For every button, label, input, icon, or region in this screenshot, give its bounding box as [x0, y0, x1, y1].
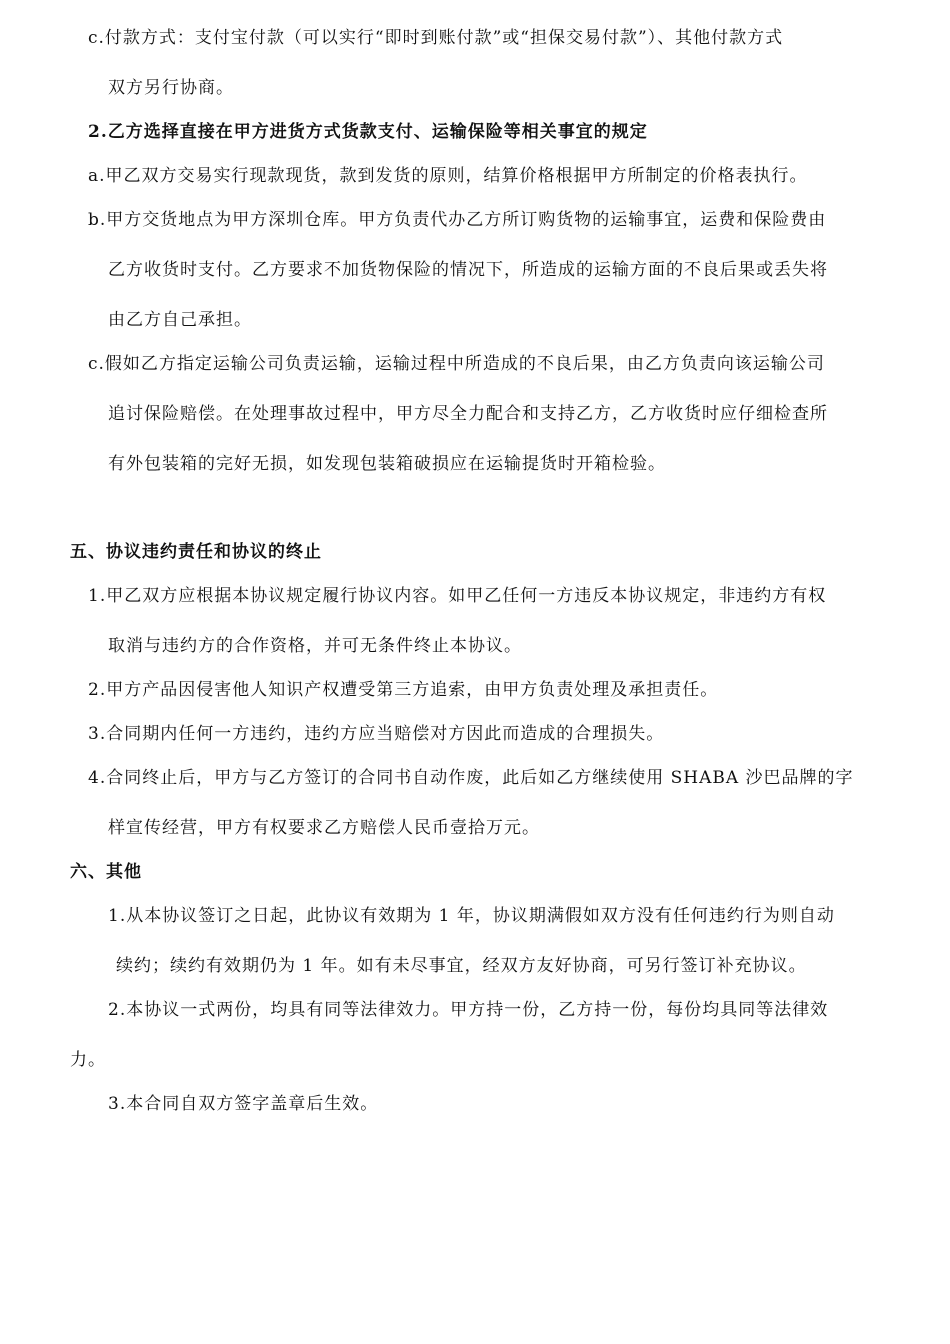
subsection-heading-direct-purchase: 2.乙方选择直接在甲方进货方式货款支付、运输保险等相关事宜的规定	[88, 122, 648, 142]
section-heading-other: 六、其他	[70, 862, 142, 882]
breach-item-4-line-1: 4.合同终止后，甲方与乙方签订的合同书自动作废，此后如乙方继续使用 SHABA 沙巴品牌的字	[88, 768, 854, 788]
clause-c-payment-line-2: 双方另行协商。	[108, 78, 234, 98]
clause-c-transport-line-3: 有外包装箱的完好无损，如发现包装箱破损应在运输提货时开箱检验。	[108, 454, 666, 474]
breach-item-3: 3.合同期内任何一方违约，违约方应当赔偿对方因此而造成的合理损失。	[88, 724, 665, 744]
breach-item-1-line-1: 1.甲乙双方应根据本协议规定履行协议内容。如甲乙任何一方违反本协议规定，非违约方有权	[88, 586, 827, 606]
clause-c-payment-line-1: c.付款方式：支付宝付款（可以实行“即时到账付款”或“担保交易付款”）、其他付款方式	[88, 28, 784, 48]
other-item-1-line-1: 1.从本协议签订之日起，此协议有效期为 1 年，协议期满假如双方没有任何违约行为则自动	[108, 906, 835, 926]
clause-c-transport-line-1: c.假如乙方指定运输公司负责运输，运输过程中所造成的不良后果，由乙方负责向该运输公司	[88, 354, 825, 374]
other-item-2-line-1: 2.本协议一式两份，均具有同等法律效力。甲方持一份，乙方持一份，每份均具同等法律效	[108, 1000, 829, 1020]
breach-item-2: 2.甲方产品因侵害他人知识产权遭受第三方追索，由甲方负责处理及承担责任。	[88, 680, 719, 700]
clause-c-transport-line-2: 追讨保险赔偿。在处理事故过程中，甲方尽全力配合和支持乙方，乙方收货时应仔细检查所	[108, 404, 828, 424]
breach-item-1-line-2: 取消与违约方的合作资格，并可无条件终止本协议。	[108, 636, 522, 656]
clause-b-line-1: b.甲方交货地点为甲方深圳仓库。甲方负责代办乙方所订购货物的运输事宜，运费和保险费由	[88, 210, 827, 230]
other-item-2-line-2: 力。	[70, 1050, 106, 1070]
clause-b-line-3: 由乙方自己承担。	[108, 310, 252, 330]
section-heading-breach: 五、协议违约责任和协议的终止	[70, 542, 322, 562]
breach-item-4-line-2: 样宣传经营，甲方有权要求乙方赔偿人民币壹拾万元。	[108, 818, 540, 838]
other-item-1-line-2: 续约；续约有效期仍为 1 年。如有未尽事宜，经双方友好协商，可另行签订补充协议。	[116, 956, 807, 976]
other-item-3: 3.本合同自双方签字盖章后生效。	[108, 1094, 379, 1114]
clause-b-line-2: 乙方收货时支付。乙方要求不加货物保险的情况下，所造成的运输方面的不良后果或丢失将	[108, 260, 828, 280]
clause-a-line-1: a.甲乙双方交易实行现款现货，款到发货的原则，结算价格根据甲方所制定的价格表执行。	[88, 166, 808, 186]
